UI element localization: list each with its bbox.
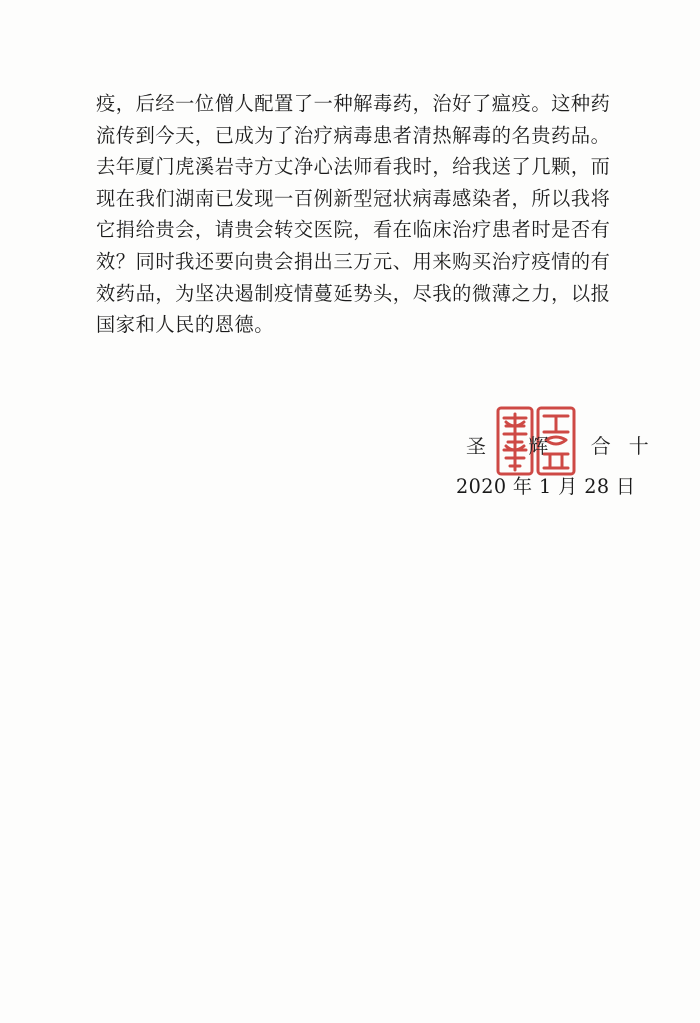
letter-line: 流传到今天，已成为了治疗病毒患者清热解毒的名贵药品。 — [96, 123, 611, 147]
signature-name: 圣 辉 合十 — [466, 434, 667, 458]
letter-line: 效药品，为坚决遏制疫情蔓延势头，尽我的微薄之力，以报 — [96, 281, 611, 305]
letter-line: 它捐给贵会，请贵会转交医院，看在临床治疗患者时是否有 — [96, 218, 611, 242]
letter-date: 2020 年 1 月 28 日 — [456, 475, 636, 498]
letter-body — [96, 88, 616, 341]
signature-block — [452, 402, 667, 512]
letter-line: 现在我们湖南已发现一百例新型冠状病毒感染者，所以我将 — [96, 186, 611, 210]
letter-line: 效？同时我还要向贵会捐出三万元、用来购买治疗疫情的有 — [96, 249, 611, 273]
letter-line: 国家和人民的恩德。 — [96, 313, 275, 337]
letter-line: 疫，后经一位僧人配置了一种解毒药，治好了瘟疫。这种药 — [96, 92, 611, 115]
letter-line: 去年厦门虎溪岩寺方丈净心法师看我时，给我送了几颗，而 — [96, 155, 611, 179]
